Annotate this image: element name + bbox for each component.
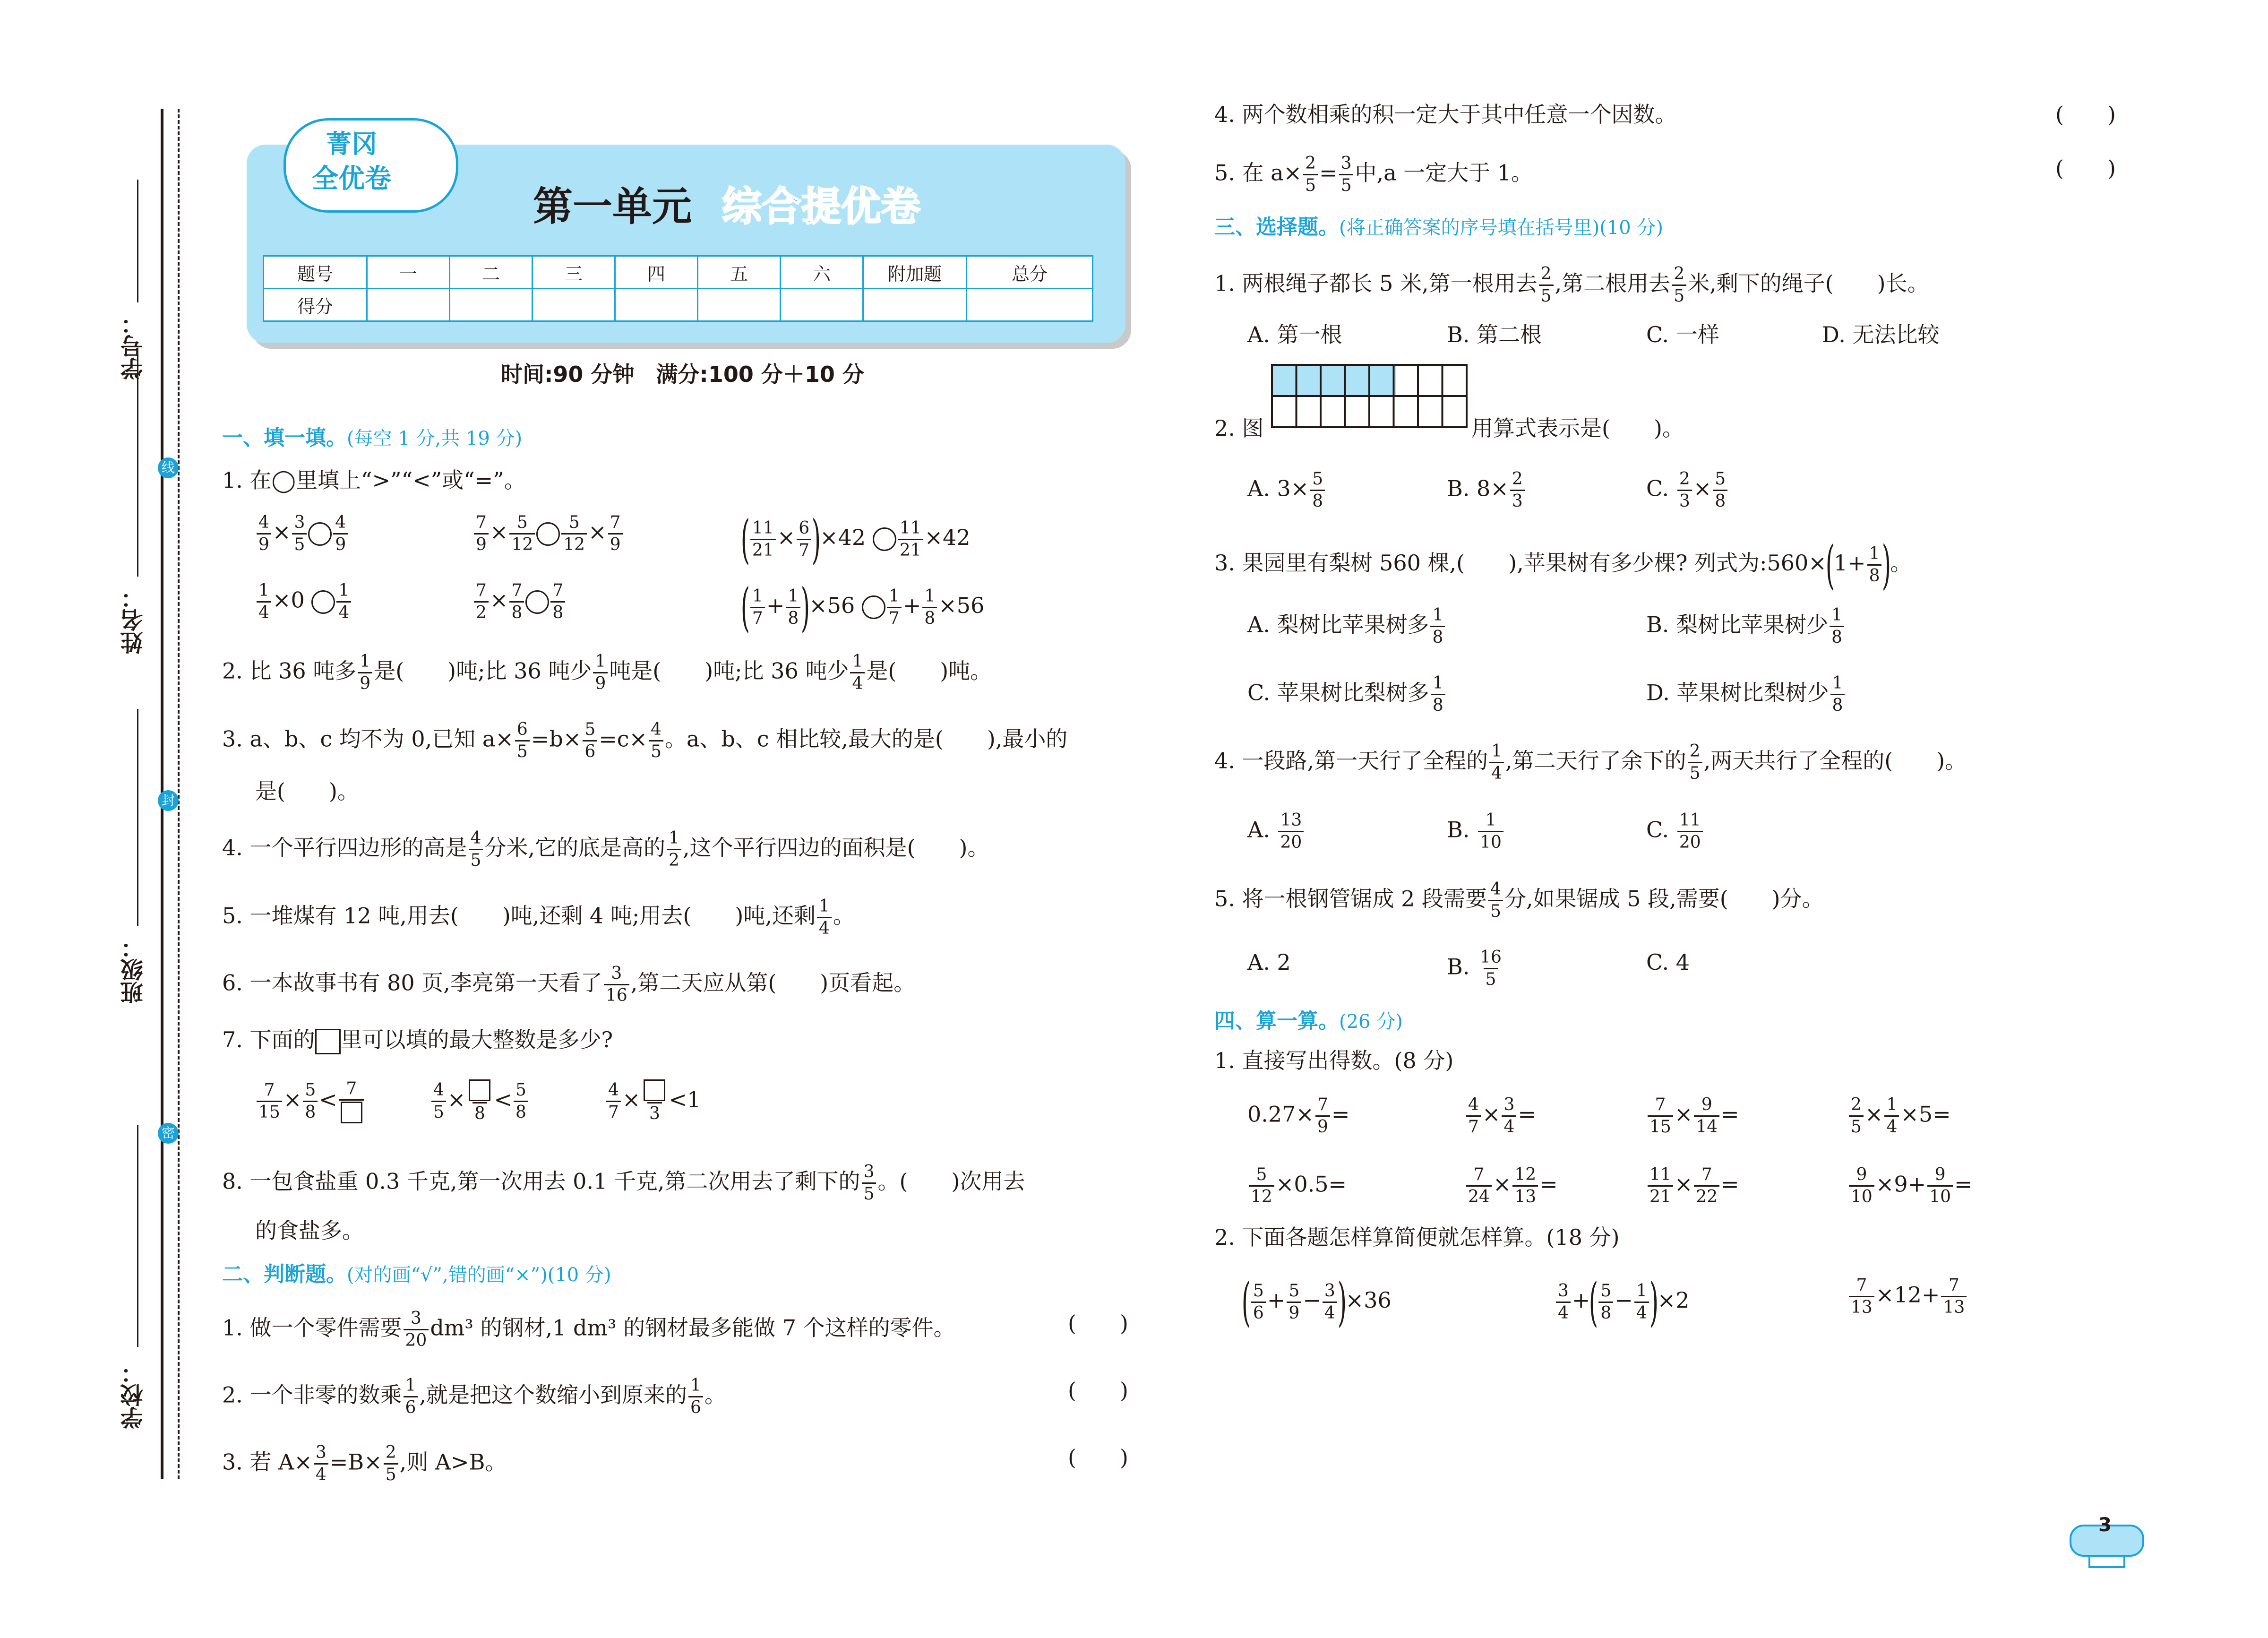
s3-q1-option-b[interactable]: B. 第二根 [1447, 322, 1542, 347]
q-text: 5. 在 a× [1214, 160, 1302, 186]
binding-class-line [137, 709, 138, 926]
s3-q4-option-b[interactable]: B. $\frac{1}{10}$ [1447, 811, 1505, 852]
s3-q5-option-c[interactable]: C. 4 [1646, 949, 1690, 975]
s3-q1: 1. 两根绳子都长 5 米,第一根用去 $\frac{2}{5}$ ,第二根用去 $\frac{2}{5}$ 米,剩下的绳子( )长。 [1214, 264, 1929, 306]
q-text: dm³ 的钢材,1 dm³ 的钢材最多能做 7 个这样的零件。 [430, 1315, 955, 1341]
s2-q5-paren[interactable]: ( ) [2055, 155, 2116, 181]
binding-mark-secret: 密 [158, 1123, 179, 1144]
s4-q1: 1. 直接写出得数。(8 分) [1214, 1048, 1454, 1073]
q-text: 是( )吨;比 36 吨少 [374, 658, 592, 684]
answer-box[interactable] [469, 1079, 490, 1101]
binding-mark-line: 线 [158, 457, 179, 478]
section-4-title [1214, 1004, 1403, 1034]
q-text: 里可以填的最大整数是多少? [340, 1027, 613, 1052]
logo-text-2: 全优卷 [312, 164, 391, 194]
s2-q1: 1. 做一个零件需要 $\frac{3}{20}$ dm³ 的钢材,1 dm³ 的钢材最多能做 7 个这样的零件。 [222, 1309, 955, 1350]
answer-circle[interactable] [525, 590, 549, 614]
s3-q5: 5. 将一根钢管锯成 2 段需要 $\frac{4}{5}$ 分,如果锯成 5 段,需要( )分。 [1214, 879, 1824, 921]
s3-q2-grid-figure [1271, 364, 1469, 440]
s3-q1-option-d[interactable]: D. 无法比较 [1822, 322, 1940, 347]
s1-q4: 4. 一个平行四边形的高是 $\frac{4}{5}$ 分米,它的底是高的 $\frac{1}{2}$ ,这个平行四边的面积是( )。 [222, 828, 989, 870]
s3-q3-option-a[interactable]: A. 梨树比苹果树多 $\frac{1}{8}$ [1247, 606, 1446, 647]
s4-q1-expr-4: $\frac{2}{5}$ × $\frac{1}{4}$ ×5= [1847, 1095, 1951, 1137]
s3-q2-text: 用算式表示是( )。 [1471, 415, 1684, 441]
q-text: 分米,它的底是高的 [484, 835, 666, 861]
q-text: ,第二根用去 [1555, 270, 1671, 296]
s3-q5-option-b[interactable]: B. $\frac{16}{5}$ [1447, 948, 1502, 989]
s4-q2: 2. 下面各题怎样算简便就怎样算。(18 分) [1214, 1224, 1620, 1250]
q-text: 3. 若 A× [222, 1449, 312, 1475]
s1-q6: 6. 一本故事书有 80 页,李亮第一天看了 $\frac{3}{16}$ ,第二天应从第( )页看起。 [222, 964, 916, 1005]
s4-q1-expr-8: $\frac{9}{10}$ ×9+ $\frac{9}{10}$ = [1847, 1165, 1973, 1207]
opt-text: A. 3× [1247, 475, 1309, 501]
s1-q7-expr-1: $\frac{7}{15}$ × $\frac{5}{8}$ < 7 [255, 1079, 366, 1123]
opt-text: C. [1646, 817, 1676, 843]
s1-q7-expr-2: $\frac{4}{5}$ × 8 < $\frac{5}{8}$ [430, 1079, 530, 1123]
s4-q1-expr-7: $\frac{11}{21}$ × $\frac{7}{22}$ = [1646, 1165, 1739, 1207]
s4-q1-expr-6: $\frac{7}{24}$ × $\frac{12}{13}$ = [1465, 1165, 1558, 1207]
q-text: 8. 一包食盐重 0.3 千克,第一次用去 0.1 千克,第二次用去了剩下的 [222, 1168, 860, 1194]
opt-text: B. [1447, 954, 1477, 980]
s1-q2: 2. 比 36 吨多 $\frac{1}{9}$ 是( )吨;比 36 吨少 $\frac{1}{9}$ 吨是( )吨;比 36 吨少 $\frac{1}{4}$ 是( )吨。 [222, 652, 992, 693]
s3-q4-option-c[interactable]: C. $\frac{11}{20}$ [1646, 811, 1704, 852]
q-text: ,第二天应从第( )页看起。 [630, 970, 916, 996]
s3-q5-option-a[interactable]: A. 2 [1247, 949, 1291, 975]
score-header-cell: 四 [615, 256, 698, 289]
q-text: 。( )次用去 [877, 1168, 1025, 1194]
opt-text: B. 梨树比苹果树少 [1646, 612, 1829, 638]
s1-q1-expr-6: ( $\frac{1}{7}$ + $\frac{1}{8}$ )×56 $\frac{1}{7}$ + $\frac{1}{8}$ ×56 [740, 577, 985, 638]
s1-q1-expr-4: $\frac{1}{4}$ ×0 $\frac{1}{4}$ [255, 581, 352, 622]
s3-q4: 4. 一段路,第一天行了全程的 $\frac{1}{4}$ ,第二天行了余下的 $\frac{2}{5}$ ,两天共行了全程的( )。 [1214, 741, 1967, 783]
answer-circle[interactable] [862, 595, 885, 619]
q-text: 2. 一个非零的数乘 [222, 1382, 402, 1408]
s3-q3-option-d[interactable]: D. 苹果树比梨树少 $\frac{1}{8}$ [1646, 674, 1846, 715]
opt-text: B. [1447, 817, 1477, 843]
q-text: = [1319, 160, 1338, 186]
s1-q5: 5. 一堆煤有 12 吨,用去( )吨,还剩 4 吨;用去( )吨,还剩 $\frac{1}{4}$ 。 [222, 897, 855, 938]
score-cell[interactable] [615, 289, 698, 321]
score-header-cell: 附加题 [863, 256, 967, 289]
score-table [263, 255, 1093, 322]
s3-q3-option-c[interactable]: C. 苹果树比梨树多 $\frac{1}{8}$ [1247, 674, 1447, 715]
q-text: 。 [704, 1382, 726, 1408]
score-cell[interactable] [698, 289, 781, 321]
section-3-title [1214, 210, 1663, 240]
grid-shaded-cells [1271, 364, 1396, 395]
q-text: 5. 一堆煤有 12 吨,用去( )吨,还剩 4 吨;用去( )吨,还剩 [222, 903, 816, 929]
score-header-cell: 二 [450, 256, 533, 289]
page-number: 3 [2098, 1514, 2112, 1536]
s1-q7 [222, 1026, 613, 1054]
section-3-title-text: 三、选择题。 [1214, 215, 1339, 239]
answer-circle[interactable] [873, 527, 896, 551]
section-3-note: (将正确答案的序号填在括号里)(10 分) [1339, 217, 1664, 239]
score-header-cell: 题号 [264, 256, 367, 289]
s2-q4: 4. 两个数相乘的积一定大于其中任意一个因数。 [1214, 102, 1677, 127]
score-table-score-row [264, 289, 1093, 321]
s3-q2-label: 2. 图 [1214, 415, 1264, 441]
binding-school-label: 学校： [120, 1361, 147, 1429]
binding-school-line [137, 1125, 138, 1347]
s2-q3-paren[interactable]: ( ) [1068, 1445, 1128, 1470]
logo-text-1: 菁冈 [326, 129, 377, 159]
q-text: 1. 做一个零件需要 [222, 1315, 402, 1341]
binding-name-line [137, 354, 138, 577]
s2-q4-paren[interactable]: ( ) [2055, 102, 2116, 127]
opt-text: A. 梨树比苹果树多 [1247, 612, 1429, 638]
page-number-stand [2088, 1555, 2125, 1568]
q-text: 2. 比 36 吨多 [222, 658, 357, 684]
section-2-title-text: 二、判断题。 [222, 1262, 347, 1286]
q-text: =c× [599, 726, 648, 752]
q-text: ,两天共行了全程的( )。 [1703, 748, 1967, 774]
score-header-cell: 五 [698, 256, 781, 289]
score-cell[interactable] [781, 289, 863, 321]
s1-q3-cont: 是( )。 [255, 778, 359, 804]
answer-box[interactable] [315, 1029, 341, 1054]
score-cell[interactable] [967, 289, 1093, 321]
score-header-cell: 三 [533, 256, 615, 289]
binding-mark-seal: 封 [158, 790, 179, 811]
s4-q2-expr-1: ( $\frac{5}{6}$ + $\frac{5}{9}$ − $\frac{3}{4}$ )×36 [1241, 1272, 1392, 1332]
s3-q1-option-c[interactable]: C. 一样 [1646, 322, 1719, 347]
answer-box[interactable] [341, 1102, 362, 1123]
s1-q1-expr-1: $\frac{4}{9}$ × $\frac{3}{5}$ $\frac{4}{9}$ [255, 513, 349, 554]
binding-number-label: 学号： [120, 312, 147, 380]
s1-q8: 8. 一包食盐重 0.3 千克,第一次用去 0.1 千克,第二次用去了剩下的 $\frac{3}{5}$ 。( )次用去 [222, 1162, 1025, 1204]
s3-q2-option-b[interactable]: B. 8× $\frac{2}{3}$ [1447, 470, 1526, 511]
q-text: 。 [833, 903, 855, 929]
q-text: 是( )吨。 [866, 658, 992, 684]
binding-number-line [137, 180, 138, 302]
s2-q5: 5. 在 a× $\frac{2}{5}$ = $\frac{3}{5}$ 中,a 一定大于 1。 [1214, 154, 1533, 195]
q-text: 3. a、b、c 均不为 0,已知 a× [222, 726, 514, 752]
s4-q2-expr-2: $\frac{3}{4}$ +( $\frac{5}{8}$ − $\frac{1}{4}$ )×2 [1555, 1276, 1689, 1328]
s1-q1-expr-5: $\frac{7}{2}$ × $\frac{7}{8}$ $\frac{7}{8}$ [472, 581, 567, 622]
opt-text: C. [1646, 475, 1676, 501]
binding-name-label: 姓名： [120, 586, 147, 654]
opt-text: B. 8× [1447, 475, 1509, 501]
section-4-note: (26 分) [1339, 1011, 1403, 1033]
q-text: 中,a 一定大于 1。 [1355, 160, 1533, 186]
s4-q1-expr-2: $\frac{4}{7}$ × $\frac{3}{4}$ = [1465, 1095, 1536, 1137]
section-1-title [222, 421, 522, 451]
binding-class-label: 班级： [120, 936, 147, 1004]
q-text: 米,剩下的绳子( )长。 [1688, 270, 1929, 296]
answer-circle[interactable] [536, 522, 560, 546]
binding-dashed-line [178, 109, 180, 1479]
q-text: 。 [1890, 550, 1912, 576]
q-text: 6. 一本故事书有 80 页,李亮第一天看了 [222, 970, 602, 996]
s1-q3: 3. a、b、c 均不为 0,已知 a× $\frac{6}{5}$ =b× $\frac{5}{6}$ =c× $\frac{4}{5}$ 。a、b、c 相比较,最大的是( ),最小的 [222, 720, 1068, 761]
q-text: ,这个平行四边的面积是( )。 [682, 835, 989, 861]
score-cell[interactable] [367, 289, 450, 321]
score-header-cell: 六 [781, 256, 863, 289]
s3-q4-option-a[interactable]: A. $\frac{13}{20}$ [1247, 811, 1305, 852]
q-text: 吨是( )吨;比 36 吨少 [609, 658, 849, 684]
s3-q3-option-b[interactable]: B. 梨树比苹果树少 $\frac{1}{8}$ [1646, 606, 1846, 647]
s4-q1-expr-5: $\frac{5}{12}$ ×0.5= [1247, 1165, 1347, 1207]
q-text: 5. 将一根钢管锯成 2 段需要 [1214, 886, 1487, 912]
section-4-title-text: 四、算一算。 [1214, 1009, 1339, 1033]
q-text: 分,如果锯成 5 段,需要( )分。 [1504, 886, 1824, 912]
s2-q2-paren[interactable]: ( ) [1068, 1378, 1128, 1403]
answer-circle[interactable] [308, 522, 332, 546]
score-header-cell: 总分 [967, 256, 1093, 289]
section-1-note: (每空 1 分,共 19 分) [347, 428, 523, 449]
section-2-note: (对的画“√”,错的画“×”)(10 分) [347, 1264, 611, 1286]
s2-q1-paren[interactable]: ( ) [1068, 1310, 1128, 1336]
s1-q1: 1. 在◯里填上“>”“<”或“=”。 [222, 467, 526, 493]
q-text: 1. 两根绳子都长 5 米,第一根用去 [1214, 270, 1538, 296]
score-cell[interactable] [863, 289, 967, 321]
q-text: =b× [531, 726, 582, 752]
time-info: 时间:90 分钟 满分:100 分＋10 分 [501, 362, 864, 387]
s1-q8-cont: 的食盐多。 [255, 1218, 364, 1243]
section-2-title [222, 1257, 611, 1287]
q-text: ,就是把这个数缩小到原来的 [419, 1382, 687, 1408]
score-cell[interactable] [533, 289, 615, 321]
q-text: 4. 一个平行四边形的高是 [222, 835, 467, 861]
q-text: =B× [329, 1449, 382, 1475]
s4-q1-expr-3: $\frac{7}{15}$ × $\frac{9}{14}$ = [1646, 1095, 1739, 1137]
s1-q1-expr-2: $\frac{7}{9}$ × $\frac{5}{12}$ $\frac{5}{12}$ × $\frac{7}{9}$ [472, 513, 624, 554]
s4-q1-expr-1: 0.27× $\frac{7}{9}$ = [1247, 1095, 1350, 1137]
q-text: 4. 一段路,第一天行了全程的 [1214, 748, 1488, 774]
q-text: ,第二天行了余下的 [1505, 748, 1686, 774]
s4-q2-expr-3: $\frac{7}{13}$ ×12+ $\frac{7}{13}$ [1847, 1276, 1968, 1317]
s2-q3: 3. 若 A× $\frac{3}{4}$ =B× $\frac{2}{5}$ ,则 A>B。 [222, 1443, 507, 1484]
q-text: 。a、b、c 相比较,最大的是( ),最小的 [665, 726, 1068, 752]
s2-q2: 2. 一个非零的数乘 $\frac{1}{6}$ ,就是把这个数缩小到原来的 $\frac{1}{6}$ 。 [222, 1376, 726, 1417]
score-row-label: 得分 [264, 289, 367, 321]
s1-q7-expr-3: $\frac{4}{7}$ × 3 <1 [605, 1079, 701, 1123]
score-header-cell: 一 [367, 256, 450, 289]
score-table-header-row [264, 256, 1093, 289]
opt-text: C. 苹果树比梨树多 [1247, 680, 1429, 706]
answer-box[interactable] [644, 1079, 665, 1101]
s3-q3: 3. 果园里有梨树 560 棵,( ),苹果树有多少棵? 列式为:560×(1+ $\frac{1}{8}$ )。 [1214, 535, 1912, 595]
q-text: ,则 A>B。 [399, 1449, 507, 1475]
section-1-title-text: 一、填一填。 [222, 426, 347, 450]
s1-q1-expr-3: ( $\frac{11}{21}$ × $\frac{6}{7}$ )×42 $\frac{11}{21}$ ×42 [740, 509, 971, 569]
score-cell[interactable] [450, 289, 533, 321]
page-title-sub: 综合提优卷 [722, 183, 921, 230]
opt-text: D. 苹果树比梨树少 [1646, 680, 1829, 706]
page-title-main: 第一单元 [533, 183, 692, 230]
q-text: 3. 果园里有梨树 560 棵,( ),苹果树有多少棵? 列式为:560× [1214, 550, 1827, 576]
s3-q2-option-a[interactable]: A. 3× $\frac{5}{8}$ [1247, 470, 1326, 511]
opt-text: A. [1247, 817, 1277, 843]
answer-circle[interactable] [311, 590, 335, 614]
q-text: 7. 下面的 [222, 1027, 315, 1052]
s3-q2-option-c[interactable]: C. $\frac{2}{3}$ × $\frac{5}{8}$ [1646, 470, 1729, 511]
s3-q1-option-a[interactable]: A. 第一根 [1247, 322, 1342, 347]
